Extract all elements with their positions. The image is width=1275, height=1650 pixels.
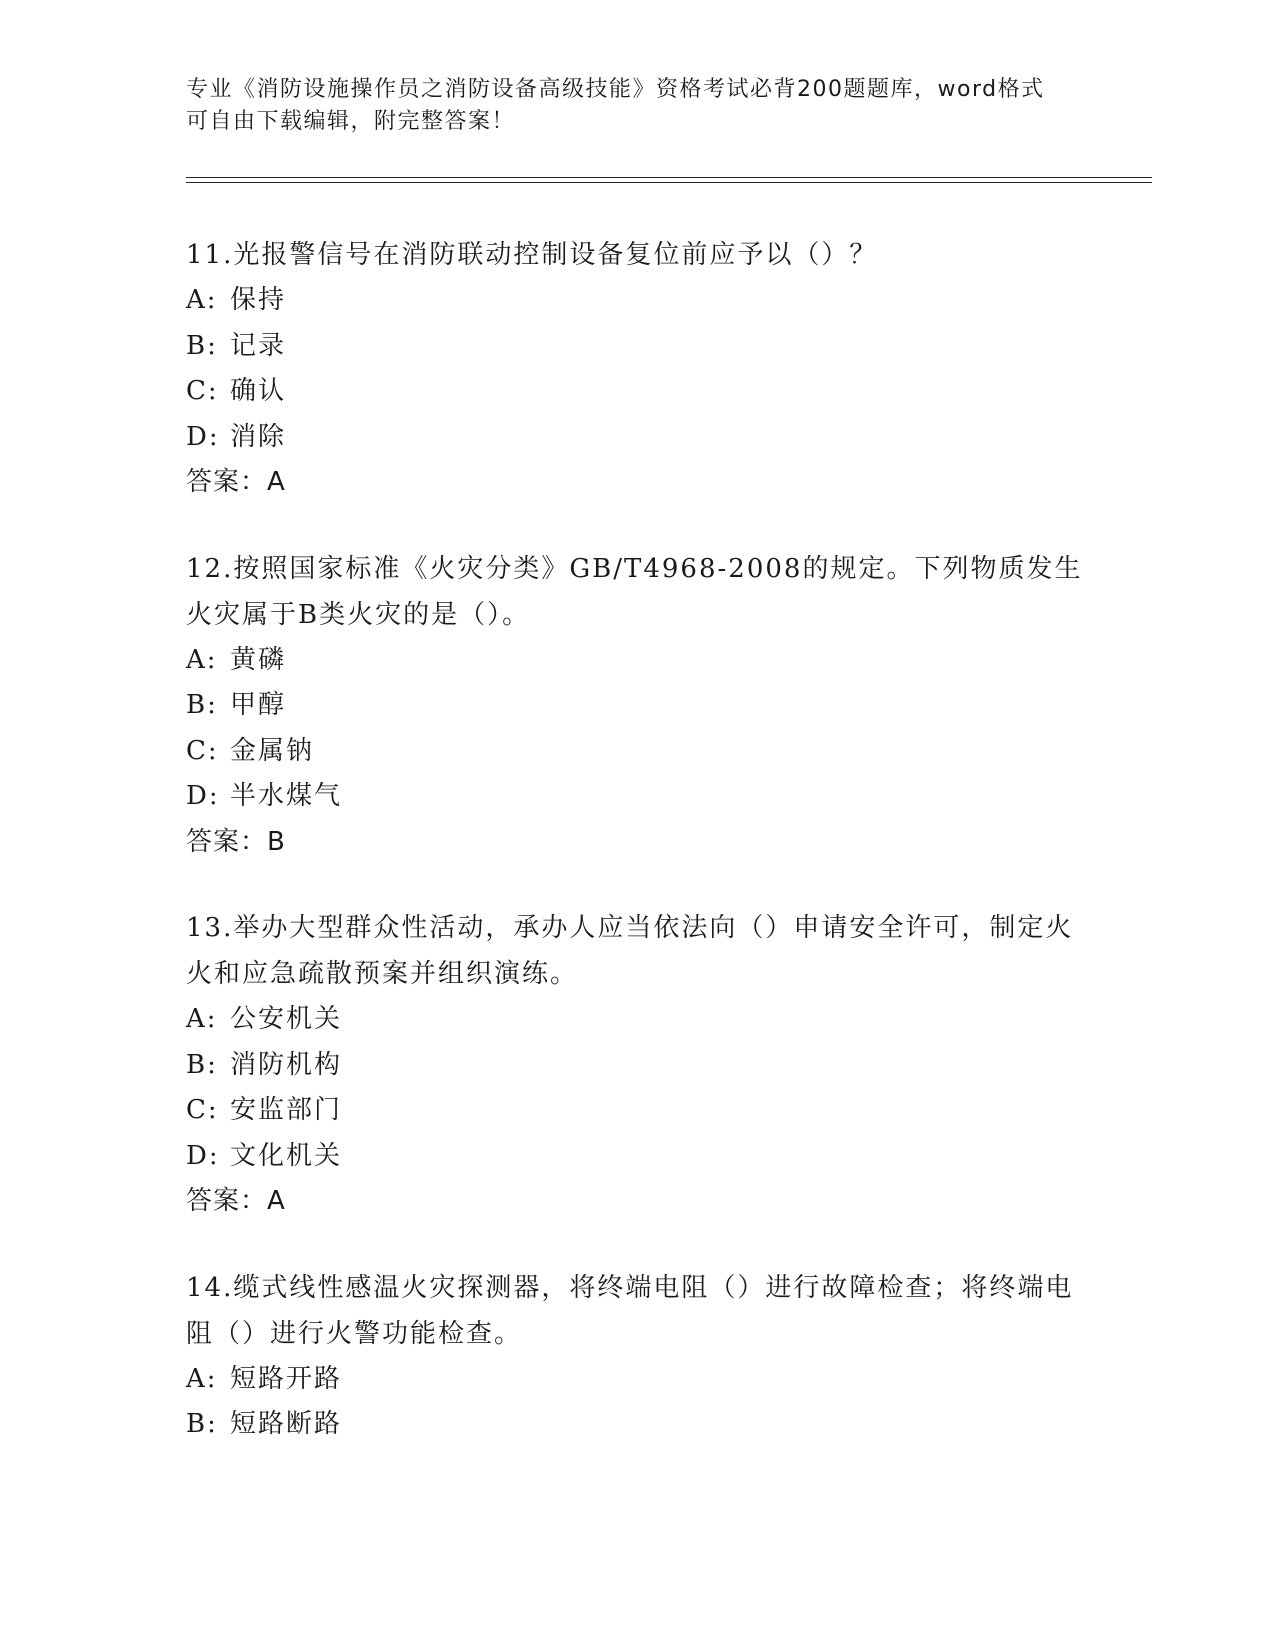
question-list [186,232,1086,1488]
question-stem: 13.举办大型群众性活动，承办人应当依法向（）申请安全许可，制定火火和应急疏散预案并组织演练。 [186,913,1074,989]
option-a [186,1357,1086,1403]
option-key: C: [186,1095,219,1125]
option-key: A: [186,285,218,315]
option-text: 公安机关 [230,1004,343,1034]
option-text: 保持 [230,285,287,315]
option-b [186,1402,1086,1448]
option-text: 金属钠 [230,735,315,766]
question-11 [186,232,1086,506]
option-c [186,369,1086,415]
option-text: 记录 [230,330,287,361]
option-a [186,278,1086,324]
answer-line: 答案：A [186,467,286,497]
option-key: D: [186,781,220,811]
option-key: B: [186,1049,218,1080]
option-text: 消除 [230,421,287,452]
option-a [186,638,1086,684]
question-13 [186,905,1086,1225]
document-header: 专业《消防设施操作员之消防设备高级技能》资格考试必背200题题库，word格式可自由下载编辑，附完整答案！ [186,77,1045,134]
option-a [186,997,1086,1043]
option-key: B: [186,330,218,361]
option-key: D: [186,1140,220,1171]
question-14 [186,1265,1086,1448]
option-text: 消防机构 [230,1049,343,1080]
option-d [186,1134,1086,1180]
option-key: C: [186,735,219,766]
option-key: B: [186,690,218,720]
option-text: 半水煤气 [230,781,343,811]
option-b [186,683,1086,729]
option-d [186,774,1086,820]
option-b [186,1043,1086,1089]
option-text: 确认 [230,376,287,406]
option-key: B: [186,1409,218,1439]
header-rule-bottom [186,182,1152,183]
option-text: 甲醇 [230,690,287,720]
option-text: 文化机关 [230,1140,343,1171]
option-text: 短路断路 [230,1409,343,1439]
option-key: C: [186,376,219,406]
question-stem: 11.光报警信号在消防联动控制设备复位前应予以（）？ [186,240,878,270]
option-d [186,415,1086,461]
option-text: 安监部门 [230,1095,343,1125]
question-stem: 12.按照国家标准《火灾分类》GB/T4968-2008的规定。下列物质发生火灾属于B类火灾的是（）。 [186,553,1083,630]
option-text: 黄磷 [230,644,287,675]
question-stem: 14.缆式线性感温火灾探测器，将终端电阻（）进行故障检查；将终端电阻（）进行火警功能检查。 [186,1272,1074,1349]
option-key: A: [186,1004,218,1034]
option-c [186,1088,1086,1134]
answer-line: 答案：A [186,1186,286,1216]
option-c [186,729,1086,775]
option-b [186,324,1086,370]
answer-line: 答案：B [186,826,286,857]
header-rule-top [186,177,1152,178]
option-text: 短路开路 [230,1363,343,1394]
option-key: A: [186,1363,218,1394]
question-12 [186,546,1086,866]
option-key: A: [186,644,218,675]
option-key: D: [186,421,220,452]
